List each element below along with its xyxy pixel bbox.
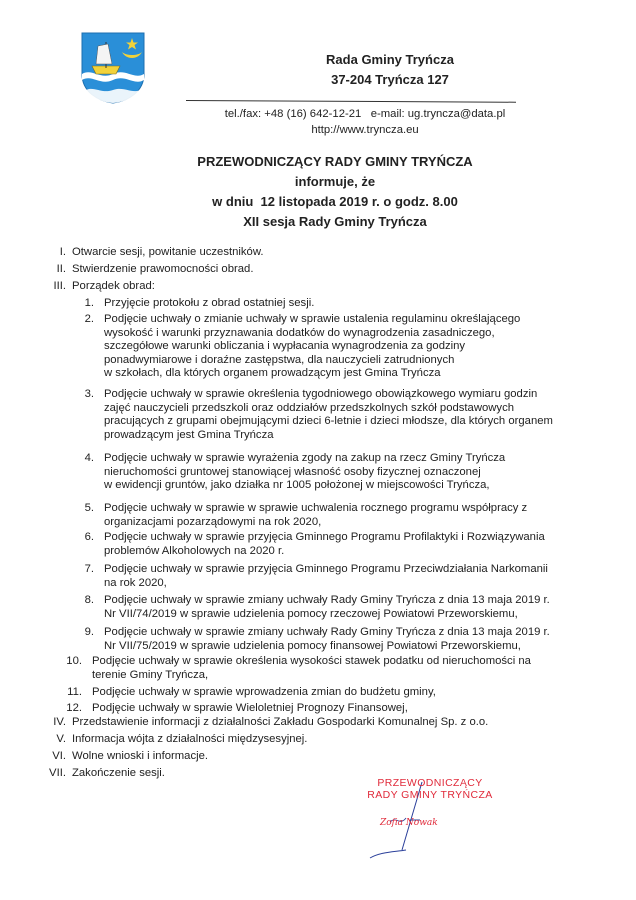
agenda-subitem-number: 5. [84,502,94,514]
agenda-item-marker: II. [56,263,66,275]
agenda-item-text: Wolne wnioski i informacje. [72,750,209,762]
announcement-line-1: PRZEWODNICZĄCY RADY GMINY TRYŃCZA [197,154,473,169]
agenda-subitem-number: 10. [66,655,82,667]
agenda-subitem-line: Podjęcie uchwały o zmianie uchwały w sprawie ustalenia regulaminu określającego [104,313,521,325]
agenda-subitem-line: nieruchomości gruntowej stanowiącej własność osoby fizycznej oznaczonej [104,465,481,478]
agenda-subitem-line: Podjęcie uchwały w sprawie przyjęcia Gminnego Programu Profilaktyki i Rozwiązywania [104,531,545,543]
agenda-subitem-line: Podjęcie uchwały w sprawie zmiany uchwały Rady Gminy Tryńcza z dnia 13 maja 2019 r. [104,626,550,638]
contact-block [200,106,530,138]
signature-name: Zofia Nowak [380,818,438,828]
agenda-subitem-number: 2. [84,313,94,325]
agenda-item-marker: IV. [53,716,66,728]
agenda-subitem-line: problemów Alkoholowych na 2020 r. [104,544,285,557]
agenda-subitem-line: Podjęcie uchwały w sprawie w sprawie uchwalenia rocznego programu współpracy z [104,502,528,514]
agenda-item-text: Porządek obrad: [72,280,155,292]
agenda-subitem-line: Nr VII/74/2019 w sprawie udzielenia pomocy rzeczowej Powiatowi Przeworskiemu, [104,607,518,620]
agenda-item-text: Przedstawienie informacji z działalności Zakładu Gospodarki Komunalnej Sp. z o.o. [72,716,489,728]
organization-name: Rada Gminy Tryńcza [326,52,454,67]
agenda-subitem-line: organizacjami pozarządowymi na rok 2020, [104,515,322,528]
agenda-subitem-line: Podjęcie uchwały w sprawie określenia tygodniowego obowiązkowego wymiaru godzin [104,388,538,400]
stamp-line-2: RADY GMINY TRYŃCZA [367,789,493,801]
agenda-item-marker: I. [59,246,66,258]
agenda-subitem-line: terenie Gminy Tryńcza, [92,668,209,681]
agenda-subitem-number: 6. [84,531,94,543]
organization-header [300,50,480,90]
agenda-item-marker: VI. [52,750,66,762]
announcement-line-2: informuje, że [294,174,376,189]
agenda-item-text: Zakończenie sesji. [72,767,165,779]
contact-line: tel./fax: +48 (16) 642-12-21 e-mail: ug.tryncza@data.pl [224,108,506,120]
agenda-subitem-number: 4. [84,452,94,464]
agenda-subitem-line: w szkołach, dla których organem prowadzącym jest Gmina Tryńcza [104,367,441,379]
agenda-subitem-number: 8. [84,594,94,606]
agenda-item-marker: V. [56,733,66,745]
agenda-item-text: Informacja wójta z działalności międzysesyjnej. [72,733,308,745]
agenda-subitem-line: Przyjęcie protokołu z obrad ostatniej sesji. [104,297,315,309]
agenda-subitem-line: Podjęcie uchwały w sprawie określenia wysokości stawek podatku od nieruchomości na [92,655,531,667]
organization-address: 37-204 Tryńcza 127 [331,72,449,87]
agenda-subitem-number: 12. [66,702,82,714]
agenda-subitem-line: zajęć nauczycieli przedszkoli oraz oddziałów przedszkolnych szkół podstawowych [104,401,515,414]
stamp-line-1: PRZEWODNICZĄCY [377,777,483,789]
agenda-subitem-line: Podjęcie uchwały w sprawie Wieloletniej Prognozy Finansowej, [92,702,408,714]
agenda-subitem-line: pracujących z grupami obejmującymi dzieci 6-letnie i dzieci młodsze, dla których organem [104,415,553,427]
agenda-subitem-line: prowadzącym jest Gmina Tryńcza [104,428,274,441]
official-stamp [355,777,505,801]
agenda-subitem-line: Podjęcie uchwały w sprawie przyjęcia Gminnego Programu Przeciwdziałania Narkomanii [104,563,548,575]
agenda-subitem-line: szczegółowe warunki obliczania i wypłacania wynagrodzenia za godziny [104,340,466,352]
agenda-item-marker: III. [53,280,66,292]
agenda-subitem-line: na rok 2020, [104,576,167,589]
agenda-subitem-line: Nr VII/75/2019 w sprawie udzielenia pomocy finansowej Powiatowi Przeworskiemu, [104,639,521,652]
announcement-line-4: XII sesja Rady Gminy Tryńcza [243,214,427,229]
agenda-subitem-number: 7. [84,563,94,575]
agenda-subitem-number: 1. [84,297,94,309]
agenda-subitem-line: Podjęcie uchwały w sprawie wyrażenia zgody na zakup na rzecz Gminy Tryńcza [104,452,506,464]
announcement-line-3: w dniu 12 listopada 2019 r. o godz. 8.00 [212,194,458,209]
coat-of-arms-icon [78,30,148,104]
agenda-subitem-line: Podjęcie uchwały w sprawie wprowadzenia zmian do budżetu gminy, [92,686,436,698]
agenda-subitem-line: w ewidencji gruntów, jako działka nr 1005 położonej w miejscowości Tryńcza, [104,479,490,491]
agenda-item-text: Stwierdzenie prawomocności obrad. [72,263,254,275]
header-divider [186,100,516,103]
agenda-subitem-number: 9. [84,626,94,638]
agenda-subitem-number: 3. [84,388,94,400]
agenda-subitem-number: 11. [67,686,82,698]
agenda-subitem-line: ponadwymiarowe i doraźne zastępstwa, dla nauczycieli zatrudnionych [104,353,455,366]
agenda-subitem-line: Podjęcie uchwały w sprawie zmiany uchwały Rady Gminy Tryńcza z dnia 13 maja 2019 r. [104,594,550,606]
agenda-subitem-line: wysokość i warunki przyznawania dodatków do wynagrodzenia zasadniczego, [104,326,495,339]
announcement-title [150,152,520,232]
agenda-item-marker: VII. [49,767,66,779]
agenda-item-text: Otwarcie sesji, powitanie uczestników. [72,246,264,258]
website-link[interactable]: http://www.tryncza.eu [311,124,419,136]
